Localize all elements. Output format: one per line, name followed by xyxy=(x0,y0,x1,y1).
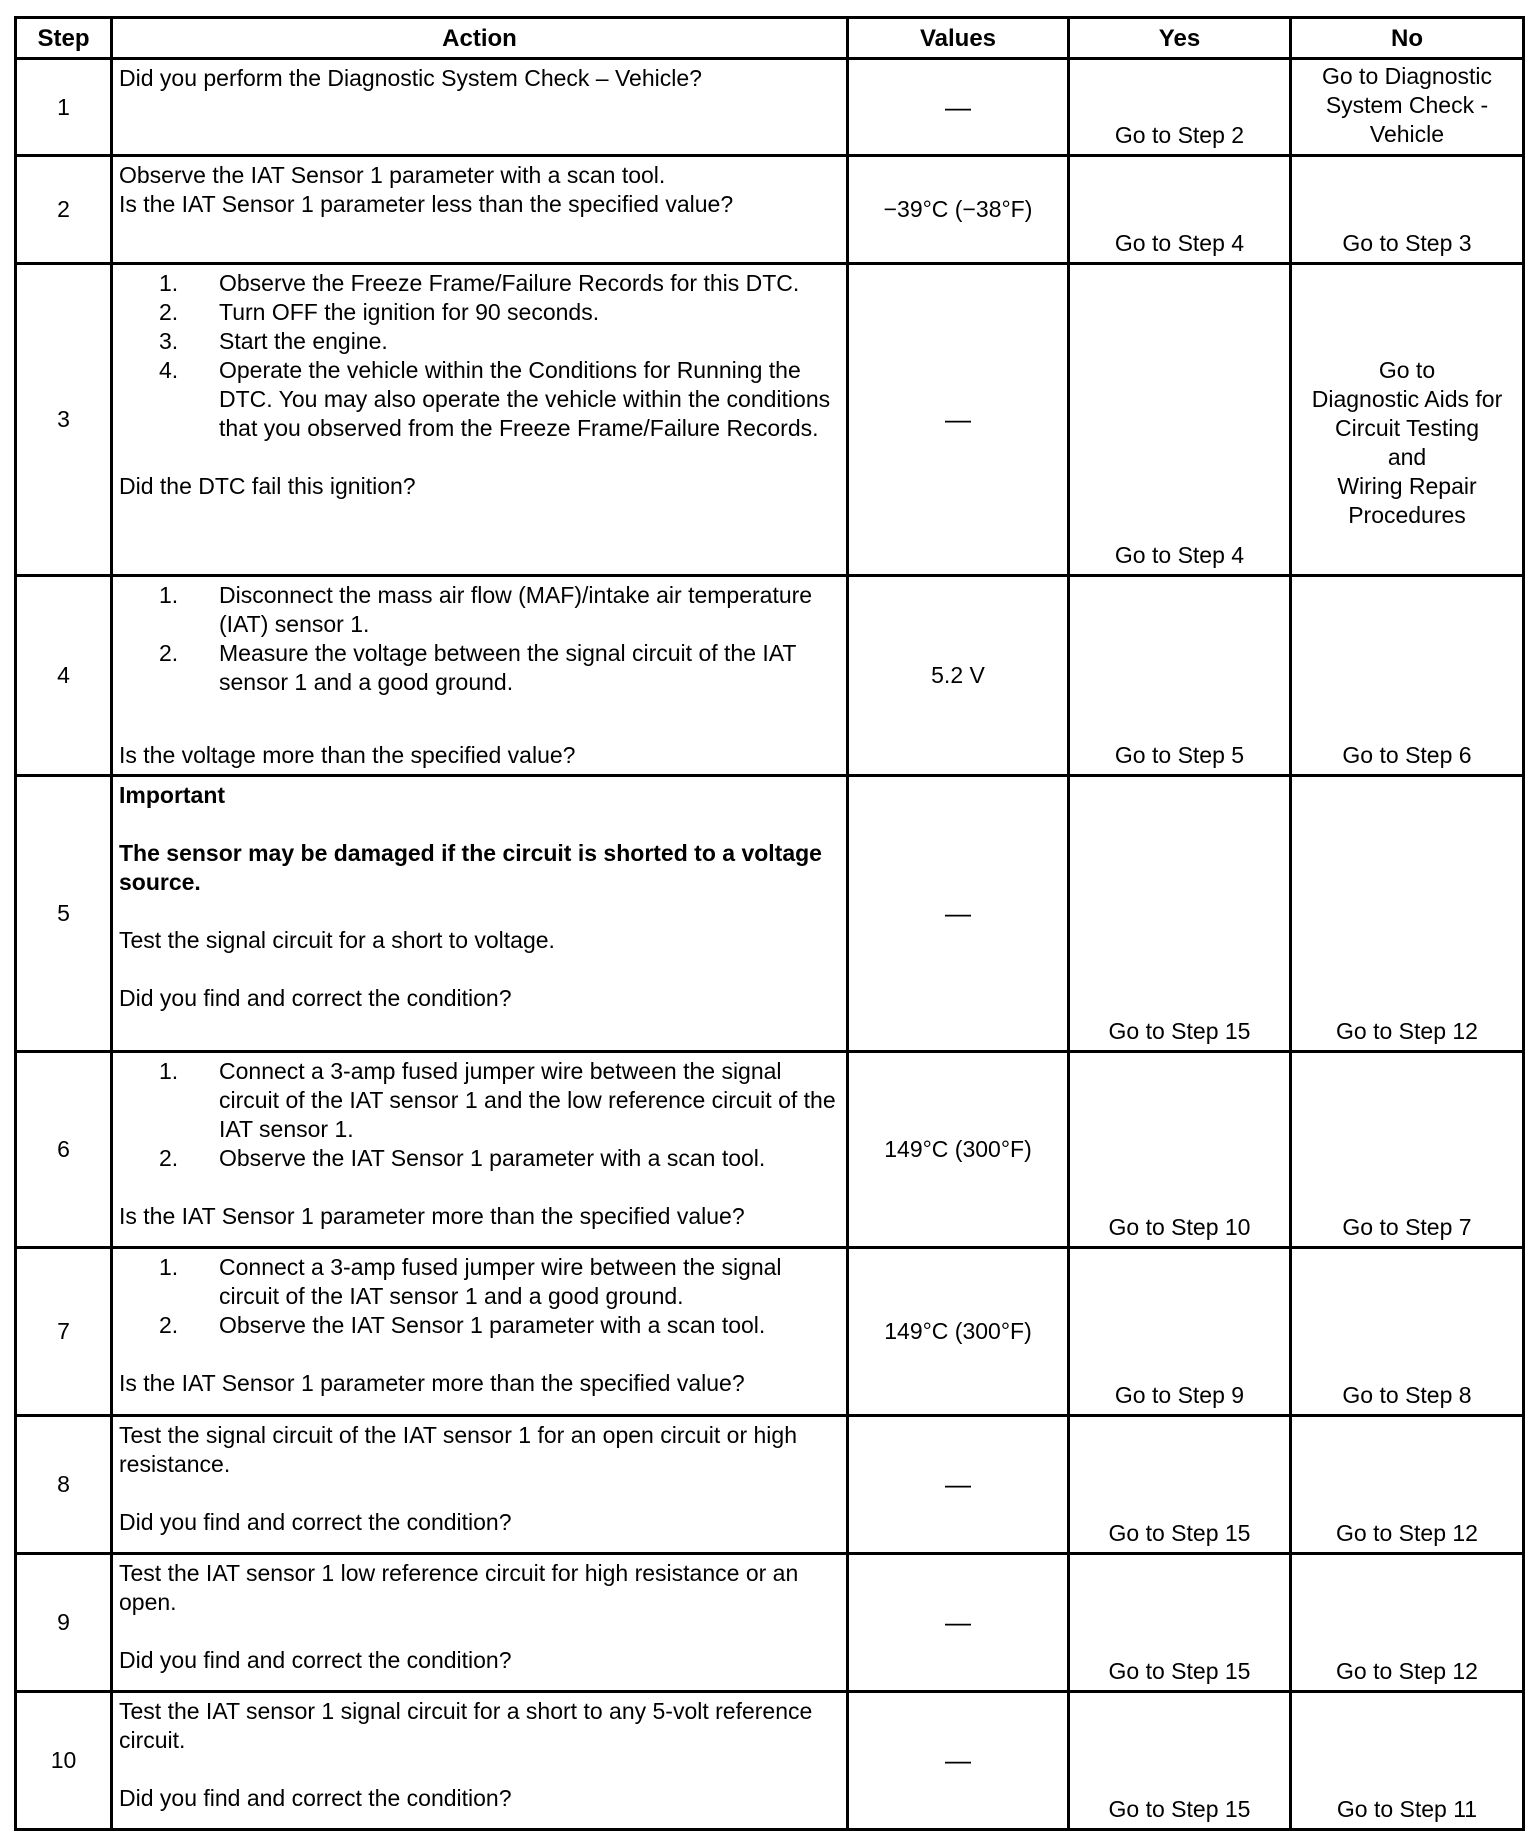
header-row xyxy=(16,18,1524,59)
value-cell: — xyxy=(848,1416,1069,1554)
step-number: 1 xyxy=(16,59,112,156)
action-text: Did you perform the Diagnostic System Check – Vehicle? xyxy=(119,65,702,91)
no-cell: Go to Step 7 xyxy=(1291,1052,1524,1248)
table-row xyxy=(16,1554,1524,1692)
action-cell xyxy=(112,1416,848,1554)
no-cell: Go to Step 12 xyxy=(1291,1554,1524,1692)
important-heading: Important xyxy=(119,782,226,808)
step-number: 6 xyxy=(16,1052,112,1248)
yes-cell: Go to Step 10 xyxy=(1069,1052,1291,1248)
list-item: Measure the voltage between the signal circuit of the IAT sensor 1 and a good ground. xyxy=(219,640,797,695)
action-cell xyxy=(112,776,848,1052)
yes-cell: Go to Step 15 xyxy=(1069,1554,1291,1692)
action-question: Is the IAT Sensor 1 parameter more than the specified value? xyxy=(119,1203,745,1229)
no-line: Procedures xyxy=(1348,501,1466,528)
action-cell xyxy=(112,1052,848,1248)
important-notice: The sensor may be damaged if the circuit is shorted to a voltage source. xyxy=(119,840,822,895)
action-cell xyxy=(112,264,848,576)
action-question: Is the IAT Sensor 1 parameter less than the specified value? xyxy=(119,191,734,217)
action-text: Observe the IAT Sensor 1 parameter with a scan tool. xyxy=(119,162,666,188)
table-row xyxy=(16,59,1524,156)
header-step: Step xyxy=(16,18,112,59)
no-line: Circuit Testing xyxy=(1334,414,1480,441)
no-cell: Go to Step 11 xyxy=(1291,1692,1524,1830)
step-number: 8 xyxy=(16,1416,112,1554)
step-number: 2 xyxy=(16,156,112,264)
value-cell: — xyxy=(848,59,1069,156)
list-item: Start the engine. xyxy=(219,328,388,354)
yes-cell: Go to Step 15 xyxy=(1069,1692,1291,1830)
action-steps-list xyxy=(119,581,840,697)
yes-cell: Go to Step 5 xyxy=(1069,576,1291,776)
no-line: Vehicle xyxy=(1369,120,1445,147)
no-cell: Go to Step 3 xyxy=(1291,156,1524,264)
action-cell xyxy=(112,1248,848,1416)
diagnostic-steps-table xyxy=(14,16,1525,1831)
step-number: 10 xyxy=(16,1692,112,1830)
action-cell xyxy=(112,59,848,156)
diagnostic-table xyxy=(14,16,1522,1826)
action-question: Did you find and correct the condition? xyxy=(119,1647,512,1673)
no-line: Wiring Repair xyxy=(1337,472,1477,499)
no-cell xyxy=(1291,264,1524,576)
yes-cell: Go to Step 4 xyxy=(1069,264,1291,576)
yes-cell: Go to Step 4 xyxy=(1069,156,1291,264)
yes-cell: Go to Step 2 xyxy=(1069,59,1291,156)
header-yes: Yes xyxy=(1069,18,1291,59)
no-line: and xyxy=(1387,443,1427,470)
table-row xyxy=(16,776,1524,1052)
action-steps-list xyxy=(119,1057,840,1173)
no-line: Diagnostic Aids for xyxy=(1311,385,1503,412)
step-number: 3 xyxy=(16,264,112,576)
no-cell: Go to Step 6 xyxy=(1291,576,1524,776)
header-values: Values xyxy=(848,18,1069,59)
action-question: Is the voltage more than the specified value? xyxy=(119,742,576,768)
action-text: Test the IAT sensor 1 signal circuit for a short to any 5-volt reference circuit. xyxy=(119,1698,813,1753)
value-cell: 5.2 V xyxy=(848,576,1069,776)
step-number: 9 xyxy=(16,1554,112,1692)
header-no: No xyxy=(1291,18,1524,59)
yes-cell: Go to Step 15 xyxy=(1069,1416,1291,1554)
table-row xyxy=(16,576,1524,776)
list-item: Operate the vehicle within the Conditions for Running the DTC. You may also operate the vehicle within the conditions that you observed from the Freeze Frame/Failure Records. xyxy=(219,357,831,441)
action-cell xyxy=(112,1692,848,1830)
list-item: Turn OFF the ignition for 90 seconds. xyxy=(219,299,600,325)
value-cell: −39°C (−38°F) xyxy=(848,156,1069,264)
no-cell xyxy=(1291,59,1524,156)
value-cell: 149°C (300°F) xyxy=(848,1248,1069,1416)
no-cell: Go to Step 12 xyxy=(1291,1416,1524,1554)
action-question: Did you find and correct the condition? xyxy=(119,1785,512,1811)
step-number: 4 xyxy=(16,576,112,776)
yes-cell: Go to Step 9 xyxy=(1069,1248,1291,1416)
list-item: Observe the IAT Sensor 1 parameter with a scan tool. xyxy=(219,1145,766,1171)
action-question: Did you find and correct the condition? xyxy=(119,985,512,1011)
no-line: Go to Diagnostic xyxy=(1321,62,1493,89)
step-number: 7 xyxy=(16,1248,112,1416)
no-line: Go to xyxy=(1378,356,1436,383)
yes-cell: Go to Step 15 xyxy=(1069,776,1291,1052)
list-item: Connect a 3-amp fused jumper wire between the signal circuit of the IAT sensor 1 and the low reference circuit of the IAT sensor 1. xyxy=(219,1058,836,1142)
action-text: Test the IAT sensor 1 low reference circuit for high resistance or an open. xyxy=(119,1560,799,1615)
action-cell xyxy=(112,576,848,776)
list-item: Connect a 3-amp fused jumper wire between the signal circuit of the IAT sensor 1 and a good ground. xyxy=(219,1254,782,1309)
no-cell: Go to Step 8 xyxy=(1291,1248,1524,1416)
action-steps-list xyxy=(119,269,840,443)
list-item: Disconnect the mass air flow (MAF)/intake air temperature (IAT) sensor 1. xyxy=(219,582,813,637)
table-row xyxy=(16,1248,1524,1416)
action-question: Is the IAT Sensor 1 parameter more than the specified value? xyxy=(119,1370,745,1396)
value-cell: — xyxy=(848,1692,1069,1830)
step-number: 5 xyxy=(16,776,112,1052)
action-question: Did you find and correct the condition? xyxy=(119,1509,512,1535)
header-action: Action xyxy=(112,18,848,59)
table-row xyxy=(16,1052,1524,1248)
list-item: Observe the IAT Sensor 1 parameter with a scan tool. xyxy=(219,1312,766,1338)
value-cell: — xyxy=(848,264,1069,576)
value-cell: 149°C (300°F) xyxy=(848,1052,1069,1248)
list-item: Observe the Freeze Frame/Failure Records for this DTC. xyxy=(219,270,800,296)
action-cell xyxy=(112,1554,848,1692)
table-row xyxy=(16,156,1524,264)
value-cell: — xyxy=(848,1554,1069,1692)
no-line: System Check - xyxy=(1325,91,1489,118)
action-question: Did the DTC fail this ignition? xyxy=(119,473,416,499)
action-steps-list xyxy=(119,1253,840,1340)
action-text: Test the signal circuit for a short to voltage. xyxy=(119,927,555,953)
action-cell xyxy=(112,156,848,264)
action-text: Test the signal circuit of the IAT sensor 1 for an open circuit or high resistance. xyxy=(119,1422,797,1477)
table-row xyxy=(16,264,1524,576)
no-cell: Go to Step 12 xyxy=(1291,776,1524,1052)
table-row xyxy=(16,1692,1524,1830)
table-row xyxy=(16,1416,1524,1554)
value-cell: — xyxy=(848,776,1069,1052)
